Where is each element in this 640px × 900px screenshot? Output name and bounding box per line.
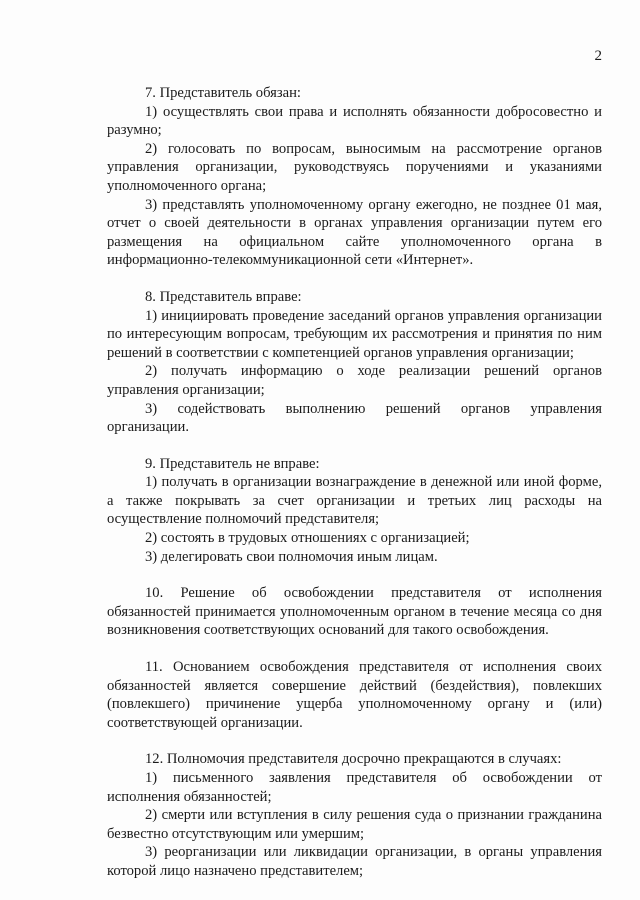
list-item: 1) письменного заявления представителя об освобождении от исполнения обязанностей; bbox=[107, 770, 602, 805]
list-item: 3) представлять уполномоченному органу ежегодно, не позднее 01 мая, отчет о своей деятельности в органах управления организации путем его размещения на официальном сайте уполномоченного органа в информационно-телекоммуникационной сети «Интернет». bbox=[107, 196, 602, 269]
list-item: 3) реорганизации или ликвидации организации, в органы управления которой лицо назначено представителем; bbox=[107, 844, 602, 879]
paragraph: 11. Основанием освобождения представителя от исполнения своих обязанностей является совершение действий (бездействия), повлекших (повлекшего) причинение ущерба уполномоченному органу и (или) соответствующей организации. bbox=[107, 659, 602, 731]
list-item: 1) инициировать проведение заседаний органов управления организации по интересующим вопросам, требующим их рассмотрения и принятия по ним решений в соответствии с компетенцией органов управления организации; bbox=[107, 307, 602, 361]
list-item: 3) содействовать выполнению решений органов управления организации. bbox=[107, 400, 602, 436]
list-item: 2) состоять в трудовых отношениях с организацией; bbox=[145, 530, 470, 547]
document-body bbox=[107, 84, 602, 881]
section-heading: 12. Полномочия представителя досрочно прекращаются в случаях: bbox=[145, 751, 562, 768]
section-heading: 8. Представитель вправе: bbox=[145, 288, 302, 305]
section-7 bbox=[107, 84, 602, 270]
section-12 bbox=[107, 750, 602, 880]
list-item: 2) голосовать по вопросам, выносимым на рассмотрение органов управления организации, руководствуясь поручениями и указаниями уполномоченного органа; bbox=[107, 140, 602, 194]
section-8 bbox=[107, 288, 602, 437]
paragraph: 10. Решение об освобождении представителя от исполнения обязанностей принимается уполномоченным органом в течение месяца со дня возникновения соответствующих оснований для такого освобождения. bbox=[107, 585, 602, 639]
section-9 bbox=[107, 455, 602, 567]
list-item: 1) получать в организации вознаграждение в денежной или иной форме, а также покрывать за счет организации и третьих лиц расходы на осуществление полномочий представителя; bbox=[107, 474, 602, 528]
section-11 bbox=[107, 658, 602, 732]
list-item: 3) делегировать свои полномочия иным лицам. bbox=[145, 548, 438, 565]
page-number: 2 bbox=[594, 48, 602, 64]
list-item: 2) получать информацию о ходе реализации решений органов управления организации; bbox=[107, 363, 602, 398]
list-item: 2) смерти или вступления в силу решения суда о признании гражданина безвестно отсутствующим или умершим; bbox=[107, 807, 602, 842]
section-heading: 7. Представитель обязан: bbox=[145, 85, 301, 101]
list-item: 1) осуществлять свои права и исполнять обязанности добросовестно и разумно; bbox=[107, 103, 602, 139]
section-10 bbox=[107, 584, 602, 640]
section-heading: 9. Представитель не вправе: bbox=[145, 455, 320, 472]
